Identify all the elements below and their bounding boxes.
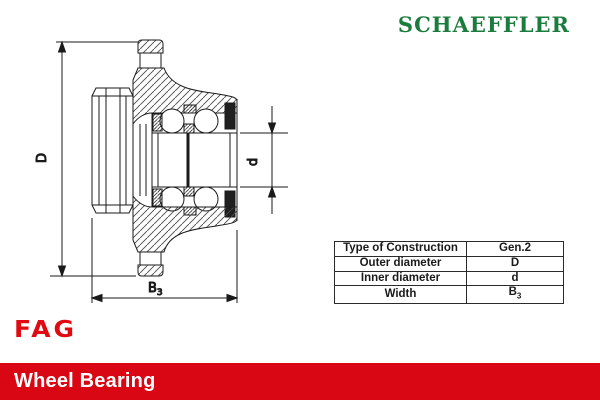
spec-label-inner-diameter: Inner diameter [335,271,467,286]
wheel-bearing-technical-drawing [0,0,320,330]
table-row [335,256,564,271]
bottom-banner [0,363,600,400]
spec-label-outer-diameter: Outer diameter [335,256,467,271]
width-symbol: B [508,286,517,299]
spec-value-outer-diameter: D [467,256,564,271]
table-row [335,271,564,286]
label-outer-diameter: D [35,152,50,164]
spec-label-type: Type of Construction [335,242,467,257]
spec-value-inner-diameter: d [467,271,564,286]
flange-plate [92,88,133,213]
hub-upper-web [133,68,237,124]
spec-value-type: Gen.2 [467,242,564,257]
spec-table [334,241,564,304]
spec-label-width: Width [335,286,467,304]
hub-lower-web [133,196,237,252]
schaeffler-logo: SCHAEFFLER [397,12,570,37]
table-row [335,286,564,304]
wheel-stud-bottom [138,252,163,276]
table-row [335,242,564,257]
bearing-cross-section [35,40,288,303]
label-width: $B_3$ [148,281,163,298]
product-title: Wheel Bearing [14,370,156,392]
hub-barrel [140,124,146,196]
spec-value-width [467,286,564,304]
fag-logo: FAG [14,316,78,343]
wheel-stud-top [138,40,163,68]
label-inner-diameter: d [246,157,261,167]
width-subscript: 3 [516,291,522,301]
